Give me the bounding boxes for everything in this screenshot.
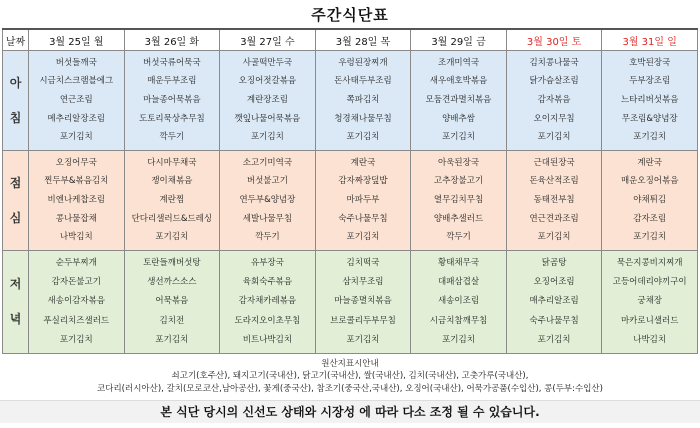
dish-item: 연근견과조림 [529,213,579,224]
dish-item: 세발나물무침 [242,213,293,224]
dish-list [220,151,315,250]
dish-item: 무조림&양념장 [621,113,678,124]
dish-item: 도라지오이초무침 [234,315,301,326]
dish-item: 궁채장 [637,296,662,307]
menu-cell [29,251,125,354]
dish-item: 오징어무국 [55,157,97,168]
dish-item: 황태채무국 [438,258,480,269]
dish-item: 쟁이채볶음 [151,176,193,187]
dish-item: 포기김치 [537,132,571,143]
dish-list [602,51,697,150]
dish-item: 깍두기 [446,232,471,243]
dish-list [220,51,315,150]
dish-item: 메추리알장조림 [47,113,106,124]
dish-item: 새송이감자볶음 [47,296,106,307]
dish-item: 양배추샐러드 [433,213,484,224]
origin-line: 쇠고기(호주산), 돼지고기(국내산), 닭고기(국내산), 쌀(국내산), 김치(국내산), 고춧가루(국내산), [171,371,529,381]
dish-item: 숙주나물무침 [529,315,579,326]
dish-item: 토란들깨버섯탕 [143,258,201,269]
origin-title: 원산지표시안내 [321,359,379,369]
dish-item: 연근조림 [59,94,93,105]
menu-cell [220,151,316,251]
dish-item: 순두부찌개 [55,258,97,269]
dish-list [125,151,220,250]
dish-item: 대패삼겹살 [438,277,480,288]
dish-item: 모둠견과멸치볶음 [425,94,492,105]
dish-list [507,51,602,150]
dish-item: 고등어데리야끼구이 [612,277,687,288]
dish-item: 고추장불고기 [433,176,484,187]
meal-label-top: 저 [9,277,22,292]
dish-item: 깍두기 [255,232,280,243]
meal-label-bottom: 심 [9,210,22,225]
dish-item: 다시마무채국 [147,157,197,168]
dish-item: 나박김치 [59,232,93,243]
dish-item: 포기김치 [346,334,380,345]
meal-label-bottom: 침 [9,110,22,125]
menu-cell [29,51,125,151]
dish-item: 두부장조림 [629,76,671,87]
dish-item: 유부장국 [250,258,284,269]
dish-item: 양배추쌈 [442,113,475,124]
date-header-label: 날짜 [3,29,29,51]
menu-cell [220,251,316,354]
dish-item: 깍두기 [159,132,185,143]
dish-item: 포기김치 [346,232,380,243]
dish-item: 감자짜장덮밥 [338,176,388,187]
dish-item: 깻잎나물어묵볶음 [234,113,301,124]
day-header: 3월 27일 수 [220,29,316,51]
dish-list [125,51,220,150]
dish-item: 오징어조림 [533,277,575,288]
meal-label-top: 아 [9,75,22,90]
dish-list [29,51,124,150]
menu-cell [506,151,602,251]
day-header-sunday: 3월 31일 일 [602,29,698,51]
dish-item: 닭곰탕 [541,258,567,269]
day-header: 3월 28일 목 [315,29,411,51]
dish-list [29,251,124,353]
dish-item: 삼치무조림 [342,277,384,288]
dish-item: 김치콩나물국 [529,57,579,68]
dish-item: 마늘종어묵볶음 [143,94,201,105]
dish-item: 묵은지콩비지찌개 [616,258,683,269]
dish-item: 포기김치 [59,132,93,143]
dish-item: 포기김치 [442,334,475,345]
dish-item: 시금치참깨무침 [429,315,488,326]
dish-item: 김치전 [159,315,185,326]
weekly-menu-table [2,28,698,354]
dish-list [316,51,411,150]
dish-list [125,251,220,353]
meal-label [3,151,29,251]
dish-item: 청경채나물무침 [334,113,392,124]
dish-item: 포기김치 [537,334,571,345]
menu-cell [315,151,411,251]
dish-item: 계란찜 [159,194,185,205]
dish-item: 육회숙주볶음 [242,277,293,288]
dish-item: 마카로니샐러드 [620,315,679,326]
dish-item: 단다리샐러드&드레싱 [131,213,213,224]
dish-item: 버섯국류어묵국 [143,57,201,68]
dish-list [316,251,411,353]
menu-cell [315,251,411,354]
dish-item: 새우애호박볶음 [429,76,488,87]
dish-item: 찐두부&볶음김치 [44,176,109,187]
origin-line: 코다리(러시아산), 갈치(모로코산,남아공산), 꽃게(중국산), 참조기(중국산,국내산), 오징어(국내산), 어묵가공품(수입산), 콩(두부:수입산) [97,384,603,394]
dish-item: 어묵볶음 [155,296,189,307]
menu-cell [506,251,602,354]
menu-cell [124,51,220,151]
dish-item: 감자돈불고기 [51,277,101,288]
day-header: 3월 25일 월 [29,29,125,51]
menu-cell [124,251,220,354]
dish-list [220,251,315,353]
notice-banner: 본 식단 당시의 신선도 상태와 시장성 에 따라 다소 조정 될 수 있습니다. [0,400,700,423]
origin-info [0,358,700,396]
menu-cell [220,51,316,151]
dish-list [411,151,506,250]
dish-item: 도토리묵상추무침 [138,113,205,124]
dish-item: 포기김치 [442,132,475,143]
dish-list [411,51,506,150]
day-header: 3월 26일 화 [124,29,220,51]
dish-item: 느타리버섯볶음 [620,94,679,105]
dish-list [29,151,124,250]
dish-item: 조개미역국 [438,57,480,68]
dish-list [602,251,697,353]
dish-item: 계란장조림 [246,94,288,105]
day-header-saturday: 3월 30일 토 [506,29,602,51]
dish-item: 비트나박김치 [242,334,293,345]
menu-cell [411,51,507,151]
dish-item: 브로콜리두부무침 [330,315,396,326]
meal-row-breakfast [3,51,698,151]
meal-row-dinner [3,251,698,354]
dish-item: 포기김치 [537,232,571,243]
dish-item: 소고기미역국 [242,157,293,168]
meal-label [3,251,29,354]
dish-item: 계란국 [350,157,376,168]
date-header-row [3,29,698,51]
dish-item: 포기김치 [346,132,380,143]
meal-row-lunch [3,151,698,251]
menu-cell [124,151,220,251]
dish-item: 열무김치무침 [433,194,484,205]
dish-item: 쪽파김치 [346,94,380,105]
dish-item: 포기김치 [250,132,284,143]
dish-item: 닭가슴살조림 [529,76,579,87]
dish-item: 오징어젓갈볶음 [238,76,297,87]
menu-cell [602,251,698,354]
dish-item: 마늘종멸치볶음 [334,296,392,307]
dish-item: 아욱된장국 [438,157,480,168]
dish-item: 매운두부조림 [147,76,197,87]
dish-item: 버섯들깨국 [55,57,97,68]
dish-item: 매운오징어볶음 [620,176,679,187]
dish-item: 연두부&양념장 [239,194,296,205]
dish-item: 사골떡만두국 [242,57,293,68]
page-title: 주간식단표 [311,6,389,24]
menu-cell [506,51,602,151]
dish-item: 숙주나물무침 [338,213,388,224]
dish-item: 근대된장국 [533,157,575,168]
meal-label-bottom: 녁 [9,312,22,326]
menu-cell [411,251,507,354]
dish-list [316,151,411,250]
dish-item: 나박김치 [633,334,667,345]
dish-item: 마파두부 [346,194,380,205]
dish-list [602,151,697,250]
dish-item: 김치떡국 [346,258,380,269]
dish-item: 버섯불고기 [246,176,288,187]
dish-item: 돈사태두부조림 [334,76,392,87]
meal-label [3,51,29,151]
dish-item: 동태전부침 [533,194,575,205]
dish-item: 포기김치 [633,132,667,143]
dish-list [507,151,602,250]
dish-item: 비엔나케찹조림 [47,194,106,205]
dish-list [507,251,602,353]
day-header: 3월 29일 금 [411,29,507,51]
meal-label-top: 점 [9,175,22,190]
dish-item: 포기김치 [155,232,189,243]
dish-item: 포기김치 [155,334,189,345]
menu-cell [29,151,125,251]
dish-item: 생선까스소스 [147,277,197,288]
dish-item: 감자채카레볶음 [238,296,297,307]
dish-item: 푸실리치즈샐러드 [43,315,110,326]
dish-item: 계란국 [637,157,662,168]
dish-item: 우렁된장찌개 [338,57,388,68]
dish-item: 감자조림 [633,213,667,224]
dish-item: 포기김치 [59,334,93,345]
dish-item: 돈육산적조림 [529,176,579,187]
dish-item: 콩나물잡채 [55,213,97,224]
dish-item: 오이지무침 [533,113,575,124]
dish-item: 감자볶음 [537,94,571,105]
menu-cell [411,151,507,251]
dish-list [411,251,506,353]
dish-item: 새송이조림 [438,296,480,307]
menu-cell [602,51,698,151]
menu-cell [602,151,698,251]
dish-item: 시금치스크램블에그 [39,76,114,87]
dish-item: 매추리알조림 [529,296,579,307]
dish-item: 야채튀김 [633,194,667,205]
dish-item: 호박된장국 [629,57,671,68]
dish-item: 포기김치 [633,232,667,243]
menu-cell [315,51,411,151]
